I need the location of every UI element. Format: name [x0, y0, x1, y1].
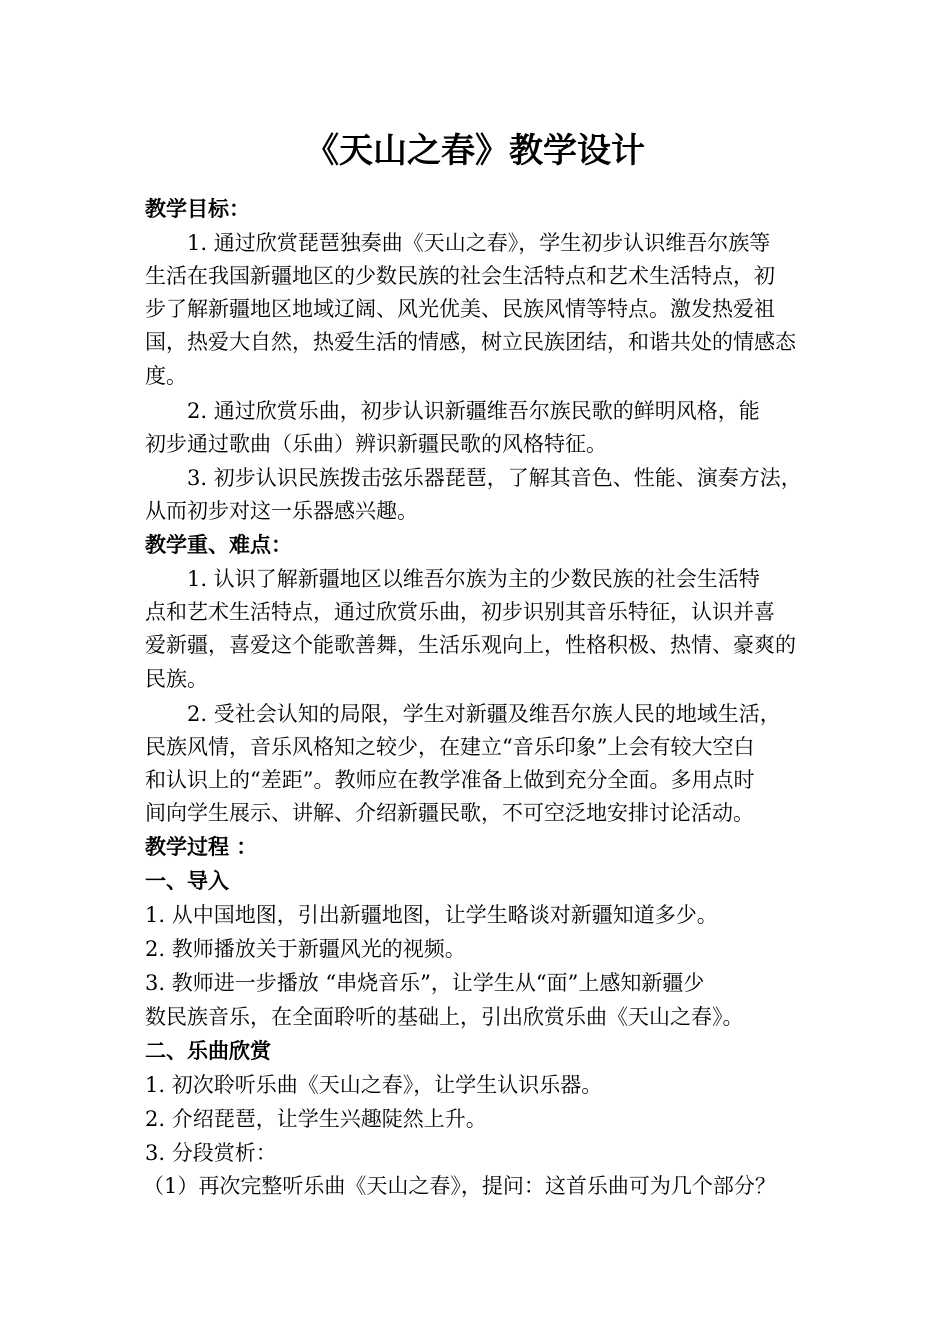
section-heading-objectives: 教学目标：: [145, 197, 250, 221]
list-item: 2. 介绍琵琶，让学生兴趣陡然上升。: [145, 1107, 487, 1131]
paragraph-line: 国，热爱大自然，热爱生活的情感，树立民族团结，和谐共处的情感态: [145, 330, 796, 354]
paragraph-line: 2. 受社会认知的局限，学生对新疆及维吾尔族人民的地域生活，: [187, 702, 781, 726]
paragraph-line: 从而初步对这一乐器感兴趣。: [145, 499, 418, 523]
paragraph-line: 民族风情，音乐风格知之较少，在建立“音乐印象”上会有较大空白: [145, 735, 755, 759]
paragraph-line: 点和艺术生活特点，通过欣赏乐曲，初步识别其音乐特征，认识并喜: [145, 600, 775, 624]
paragraph-line: 1. 通过欣赏琵琶独奏曲《天山之春》，学生初步认识维吾尔族等: [187, 231, 771, 255]
paragraph-line: 度。: [145, 364, 187, 388]
subsection-heading-intro: 一、导入: [145, 869, 229, 893]
list-item: 3. 分段赏析：: [145, 1141, 277, 1165]
paragraph-line: 初步通过歌曲（乐曲）辨识新疆民歌的风格特征。: [145, 432, 607, 456]
paragraph-line: 2. 通过欣赏乐曲，初步认识新疆维吾尔族民歌的鲜明风格，能: [187, 399, 760, 423]
paragraph-line: 爱新疆，喜爱这个能歌善舞，生活乐观向上，性格积极、热情、豪爽的: [145, 633, 796, 657]
subsection-heading-appreciation: 二、乐曲欣赏: [145, 1039, 271, 1063]
paragraph-line: 3. 初步认识民族拨击弦乐器琵琶，了解其音色、性能、演奏方法，: [187, 466, 802, 490]
list-item: 2. 教师播放关于新疆风光的视频。: [145, 937, 466, 961]
section-heading-key-points: 教学重、难点：: [145, 533, 292, 557]
paragraph-line: 民族。: [145, 667, 208, 691]
section-heading-process: 教学过程 ：: [145, 835, 258, 859]
paragraph-line: 步了解新疆地区地域辽阔、风光优美、民族风情等特点。激发热爱祖: [145, 297, 775, 321]
list-item: 1. 从中国地图，引出新疆地图，让学生略谈对新疆知道多少。: [145, 903, 718, 927]
list-item: （1）再次完整听乐曲《天山之春》，提问：这首乐曲可为几个部分？: [143, 1174, 776, 1198]
list-item-continuation: 数民族音乐，在全面聆听的基础上，引出欣赏乐曲《天山之春》。: [145, 1005, 744, 1029]
paragraph-line: 间向学生展示、讲解、介绍新疆民歌，不可空泛地安排讨论活动。: [145, 801, 754, 825]
paragraph-line: 生活在我国新疆地区的少数民族的社会生活特点和艺术生活特点，初: [145, 264, 775, 288]
document-title: 《天山之春》教学设计: [305, 131, 645, 171]
paragraph-line: 和认识上的“差距”。教师应在教学准备上做到充分全面。多用点时: [145, 768, 755, 792]
list-item: 3. 教师进一步播放 “串烧音乐”，让学生从“面”上感知新疆少: [145, 971, 705, 995]
list-item: 1. 初次聆听乐曲《天山之春》，让学生认识乐器。: [145, 1073, 603, 1097]
paragraph-line: 1. 认识了解新疆地区以维吾尔族为主的少数民族的社会生活特: [187, 567, 760, 591]
